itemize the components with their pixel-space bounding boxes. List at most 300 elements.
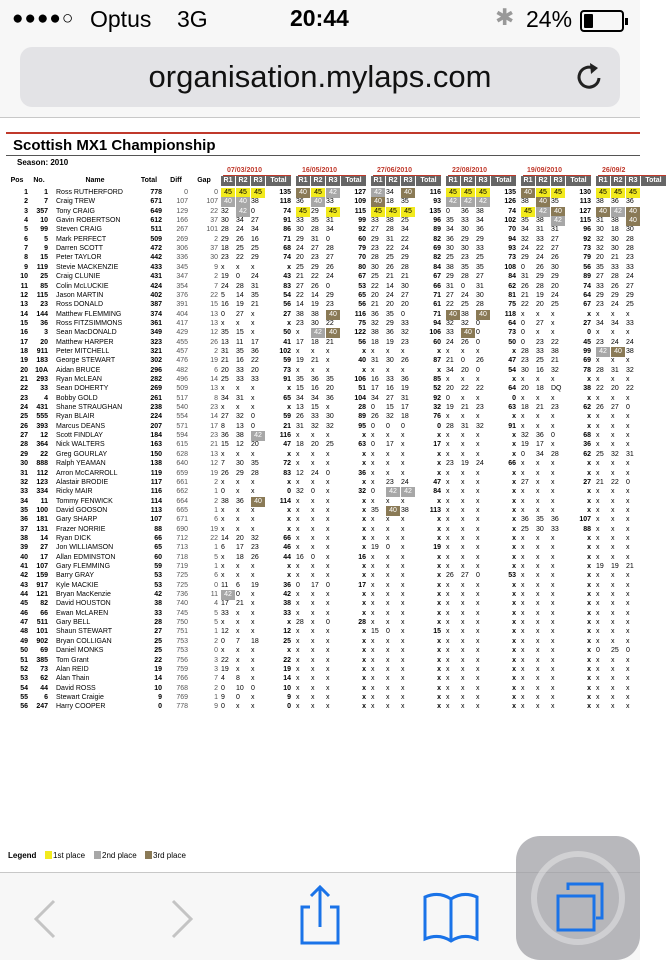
race-total: x [362, 478, 366, 486]
race-score: x [536, 591, 540, 599]
race-score: 38 [626, 347, 634, 355]
race-score: x [251, 572, 255, 580]
row-gap: 7 [214, 282, 218, 290]
share-icon[interactable] [280, 873, 360, 961]
race-total: 40 [358, 357, 366, 365]
race-col-r1[interactable]: R1 [521, 176, 535, 186]
race-col-r2[interactable]: R2 [311, 176, 325, 186]
race-score: x [596, 591, 600, 599]
race-total: 73 [508, 254, 516, 262]
race-total: x [587, 394, 591, 402]
race-score: 17 [386, 441, 394, 449]
race-total: 15 [433, 628, 441, 636]
race-score: 12 [221, 628, 229, 636]
race-score: 28 [476, 301, 484, 309]
race-col-rtotal[interactable]: Total [341, 176, 366, 186]
race-score: 16 [311, 385, 319, 393]
race-score: x [551, 329, 555, 337]
tabs-icon[interactable] [516, 836, 640, 960]
race-score: 35 [326, 376, 334, 383]
race-total: 19 [283, 665, 291, 673]
race-score: x [401, 572, 405, 580]
race-score: x [476, 506, 480, 514]
reload-icon[interactable] [574, 61, 606, 93]
col-total[interactable]: Total [140, 177, 158, 184]
event-date: 19/09/2010 [527, 167, 563, 174]
row-gap: 0 [214, 581, 218, 589]
row-number: 364 [36, 441, 48, 449]
race-score: x [371, 581, 375, 589]
row-number: 99 [40, 226, 48, 234]
race-score: 24 [611, 338, 619, 346]
race-score: 42 [311, 328, 325, 338]
race-score: x [521, 469, 525, 477]
race-col-r1[interactable]: R1 [596, 176, 610, 186]
race-score: 23 [221, 254, 229, 262]
race-score: x [596, 581, 600, 589]
race-total: 16 [358, 553, 366, 561]
race-score: 0 [326, 469, 330, 477]
row-diff: 690 [176, 525, 188, 533]
race-score: x [551, 553, 555, 561]
race-score: x [626, 310, 630, 318]
race-score: x [626, 665, 630, 673]
row-diff: 455 [176, 338, 188, 346]
row-diff: 306 [176, 245, 188, 253]
race-score: 33 [476, 245, 484, 253]
race-col-r1[interactable]: R1 [371, 176, 385, 186]
race-score: 0 [371, 422, 375, 430]
row-diff: 345 [176, 263, 188, 271]
row-pos: 22 [20, 385, 28, 393]
race-score: 31 [221, 347, 229, 355]
race-score: x [461, 469, 465, 477]
row-number: 334 [36, 488, 48, 496]
race-score: x [521, 693, 525, 701]
row-rider-name: Kyle MACKIE [56, 581, 99, 589]
race-score: x [626, 413, 630, 421]
race-score: 38 [296, 310, 304, 318]
race-score: 0 [326, 581, 330, 589]
race-score: x [551, 310, 555, 318]
race-score: 28 [386, 226, 394, 234]
row-diff: 354 [176, 282, 188, 290]
row-rider-name: Craig CLUNIE [56, 273, 101, 281]
row-pos: 49 [20, 637, 28, 645]
race-score: 18 [611, 226, 619, 234]
race-total: 67 [433, 273, 441, 281]
race-score: x [446, 684, 450, 692]
race-total: 74 [508, 207, 516, 215]
race-score: x [446, 609, 450, 617]
row-number: 23 [40, 301, 48, 309]
race-score: x [326, 637, 330, 645]
row-gap: 1 [214, 563, 218, 570]
race-score: 30 [461, 245, 469, 253]
row-pos: 39 [20, 544, 28, 552]
race-score: x [536, 553, 540, 561]
race-score: x [476, 469, 480, 477]
row-pos: 19 [20, 357, 28, 365]
race-score: 8 [236, 675, 240, 683]
race-score: 0 [476, 329, 480, 337]
race-total: 64 [508, 319, 516, 327]
race-score: x [626, 329, 630, 337]
race-score: x [221, 563, 225, 570]
row-gap: 19 [210, 469, 218, 477]
race-score: 42 [551, 216, 565, 226]
col-diff[interactable]: Diff [170, 177, 182, 184]
row-number: 25 [40, 273, 48, 281]
race-score: 38 [596, 198, 604, 206]
row-gap: 101 [206, 226, 218, 234]
race-score: x [596, 553, 600, 561]
race-total: 38 [283, 600, 291, 608]
race-score: 38 [461, 310, 469, 318]
row-number: 9 [44, 245, 48, 253]
race-score: 31 [401, 394, 409, 402]
race-score: 26 [611, 282, 619, 290]
race-score: x [521, 656, 525, 664]
url-field[interactable] [20, 47, 620, 107]
race-score: x [311, 693, 315, 701]
race-score: x [446, 591, 450, 599]
race-score: x [461, 647, 465, 655]
race-total: x [362, 432, 366, 440]
race-score: 35 [386, 310, 394, 318]
race-score: 17 [371, 385, 379, 393]
row-rider-name: Craig TREW [56, 198, 96, 206]
race-col-r2[interactable]: R2 [236, 176, 250, 186]
col-no[interactable]: No. [33, 177, 45, 184]
row-total: 107 [150, 516, 162, 524]
race-score: x [521, 310, 525, 318]
race-score: 28 [611, 273, 619, 281]
race-score: 28 [626, 245, 634, 253]
race-total: 92 [433, 394, 441, 402]
race-col-r1[interactable]: R1 [446, 176, 460, 186]
race-score: 26 [551, 254, 559, 262]
race-col-r1[interactable]: R1 [221, 176, 235, 186]
race-score: x [611, 544, 615, 552]
race-total: x [287, 516, 291, 524]
race-score: x [596, 534, 600, 542]
row-diff: 725 [176, 581, 188, 589]
race-col-r3[interactable]: R3 [626, 176, 640, 186]
race-score: x [401, 366, 405, 374]
race-score: 22 [626, 385, 634, 393]
row-diff: 336 [176, 254, 188, 262]
race-score: 45 [386, 207, 400, 217]
race-score: 31 [296, 422, 304, 430]
race-score: 42 [461, 197, 475, 207]
race-score: 21 [296, 273, 304, 281]
race-score: x [611, 310, 615, 318]
race-score: 16 [371, 376, 379, 383]
race-total: x [512, 469, 516, 477]
race-total: x [587, 591, 591, 599]
race-score: 11 [236, 338, 244, 346]
race-score: x [326, 497, 330, 505]
race-score: x [461, 656, 465, 664]
race-total: 74 [283, 254, 291, 262]
race-score: 15 [221, 441, 229, 449]
race-score: 31 [446, 282, 454, 290]
race-col-rtotal[interactable]: Total [566, 176, 591, 186]
race-score: x [371, 600, 375, 608]
race-score: x [551, 656, 555, 664]
race-total: 91 [283, 376, 291, 383]
race-total: 66 [508, 460, 516, 468]
row-gap: 0 [214, 647, 218, 655]
book-icon[interactable] [411, 873, 491, 961]
race-score: x [626, 581, 630, 589]
race-score: 40 [371, 197, 385, 207]
race-score: x [446, 675, 450, 683]
race-score: 25 [551, 301, 559, 309]
race-score: x [401, 637, 405, 645]
row-number: 4 [44, 394, 48, 402]
row-rider-name: Gary BELL [56, 619, 91, 627]
race-total: x [587, 693, 591, 701]
race-total: x [587, 647, 591, 655]
race-score: x [461, 525, 465, 533]
race-score: x [551, 497, 555, 505]
legend-third-label: 3rd place [153, 851, 186, 860]
chevron-right-icon[interactable] [143, 873, 223, 961]
race-score: 45 [476, 188, 490, 198]
race-score: 19 [401, 385, 409, 393]
race-col-rtotal[interactable]: Total [416, 176, 441, 186]
col-name[interactable]: Name [85, 177, 105, 184]
battery-percent: 24% [526, 6, 573, 32]
race-score: 31 [536, 226, 544, 234]
race-col-rtotal[interactable]: Total [641, 176, 666, 186]
row-number: 101 [36, 628, 48, 636]
race-score: x [611, 432, 615, 440]
race-total: 64 [583, 291, 591, 299]
row-rider-name: Sean MacDONALD [56, 329, 117, 337]
race-score: x [386, 469, 390, 477]
race-score: 25 [536, 357, 544, 365]
race-col-r3[interactable]: R3 [551, 176, 565, 186]
race-score: x [596, 609, 600, 617]
race-score: x [521, 553, 525, 561]
page-title: Scottish MX1 Championship [13, 137, 216, 154]
race-score: x [401, 600, 405, 608]
race-total: 89 [433, 226, 441, 234]
race-total: 87 [433, 357, 441, 365]
race-score: x [536, 422, 540, 430]
race-score: 31 [521, 273, 529, 281]
race-score: x [401, 450, 405, 458]
row-number: 119 [36, 263, 48, 271]
race-score: 23 [596, 338, 604, 346]
race-total: x [512, 609, 516, 617]
race-score: 0 [461, 357, 465, 365]
row-rider-name: Arron McCARROLL [56, 469, 118, 477]
row-number: 36 [40, 319, 48, 327]
race-score: 27 [326, 254, 334, 262]
race-score: 42 [611, 207, 625, 217]
race-total: 62 [583, 404, 591, 412]
race-score: 35 [371, 506, 379, 514]
race-total: 79 [358, 245, 366, 253]
race-score: x [221, 319, 225, 327]
race-score: 35 [251, 291, 259, 299]
race-score: 38 [536, 217, 544, 225]
race-score: x [476, 647, 480, 655]
row-pos: 43 [20, 581, 28, 589]
row-pos: 13 [20, 301, 28, 309]
race-score: 31 [236, 394, 244, 402]
row-pos: 23 [20, 394, 28, 402]
race-score: 42 [401, 487, 415, 497]
col-gap[interactable]: Gap [197, 177, 211, 184]
race-score: 30 [536, 525, 544, 533]
race-score: 45 [236, 188, 250, 198]
race-score: 38 [371, 329, 379, 337]
race-score: x [311, 572, 315, 580]
race-col-r1[interactable]: R1 [296, 176, 310, 186]
race-score: x [446, 432, 450, 440]
race-col-r2[interactable]: R2 [461, 176, 475, 186]
race-score: 21 [551, 357, 559, 365]
race-score: 26 [371, 413, 379, 421]
chevron-left-icon[interactable] [4, 873, 84, 961]
race-score: x [401, 469, 405, 477]
race-score: 21 [536, 404, 544, 412]
race-score: x [536, 656, 540, 664]
race-score: 23 [311, 254, 319, 262]
race-col-r3[interactable]: R3 [251, 176, 265, 186]
race-score: 17 [221, 600, 229, 608]
row-gap: 9 [214, 263, 218, 271]
race-total: 64 [508, 385, 516, 393]
row-rider-name: Allan EDMINSTON [56, 553, 116, 561]
race-total: x [587, 506, 591, 514]
race-score: 0 [251, 684, 255, 692]
race-score: x [626, 591, 630, 599]
race-score: 31 [371, 357, 379, 365]
race-score: 24 [251, 273, 259, 281]
race-score: x [536, 469, 540, 477]
race-score: x [551, 413, 555, 421]
race-score: x [521, 422, 525, 430]
race-total: 60 [358, 235, 366, 243]
race-total: x [512, 684, 516, 692]
row-total: 42 [154, 591, 162, 599]
race-score: 28 [326, 245, 334, 253]
race-score: x [401, 619, 405, 627]
race-score: 40 [446, 310, 460, 320]
race-total: x [512, 441, 516, 449]
row-pos: 46 [20, 609, 28, 617]
race-score: 20 [251, 366, 259, 374]
row-gap: 2 [214, 235, 218, 243]
race-score: x [446, 488, 450, 496]
row-number: 555 [36, 413, 48, 421]
race-score: 28 [551, 450, 559, 458]
race-score: x [326, 516, 330, 524]
race-total: 84 [508, 273, 516, 281]
race-score: 45 [296, 207, 310, 217]
race-score: 24 [221, 282, 229, 290]
row-number: 10A [35, 366, 48, 374]
race-col-r2[interactable]: R2 [611, 176, 625, 186]
race-total: x [362, 497, 366, 505]
race-total: 62 [508, 282, 516, 290]
race-score: x [296, 347, 300, 355]
race-score: 35 [296, 376, 304, 383]
race-score: 28 [626, 235, 634, 243]
row-pos: 40 [20, 553, 28, 561]
race-col-r3[interactable]: R3 [401, 176, 415, 186]
race-col-rtotal[interactable]: Total [491, 176, 516, 186]
race-col-rtotal[interactable]: Total [266, 176, 291, 186]
race-col-r2[interactable]: R2 [386, 176, 400, 186]
status-bar [0, 0, 640, 40]
tabs-button[interactable] [516, 836, 640, 960]
race-score: x [296, 572, 300, 580]
row-pos: 53 [20, 675, 28, 683]
race-score: x [461, 450, 465, 458]
race-score: x [476, 609, 480, 617]
race-score: x [446, 376, 450, 383]
race-score: x [461, 619, 465, 627]
race-score: x [296, 703, 300, 711]
race-score: 20 [326, 385, 334, 393]
race-score: x [326, 450, 330, 458]
race-score: x [626, 460, 630, 468]
row-rider-name: Peter TAYLOR [56, 254, 102, 262]
row-total: 59 [154, 563, 162, 570]
race-total: 12 [283, 628, 291, 636]
row-gap: 2 [214, 478, 218, 486]
url-text[interactable]: organisation.mylaps.com [148, 59, 492, 94]
race-score: 27 [311, 245, 319, 253]
legend-first [45, 851, 85, 860]
row-rider-name: Tony CRAIG [56, 207, 95, 215]
race-score: x [476, 441, 480, 449]
race-score: x [296, 478, 300, 486]
race-score: 35 [446, 217, 454, 225]
col-pos[interactable]: Pos [10, 177, 24, 184]
race-col-r3[interactable]: R3 [326, 176, 340, 186]
row-gap: 22 [210, 291, 218, 299]
race-score: x [461, 413, 465, 421]
race-score: x [551, 684, 555, 692]
race-score: x [521, 675, 525, 683]
race-score: 19 [221, 273, 229, 281]
race-total: x [362, 516, 366, 524]
race-total: 74 [283, 207, 291, 215]
race-score: x [401, 693, 405, 701]
race-score: 33 [611, 263, 619, 271]
row-total: 60 [154, 553, 162, 561]
race-score: 36 [521, 516, 529, 524]
race-col-r2[interactable]: R2 [536, 176, 550, 186]
race-total: 9 [287, 693, 291, 701]
race-total: x [512, 450, 516, 458]
race-col-r3[interactable]: R3 [476, 176, 490, 186]
race-score: x [476, 703, 480, 711]
row-gap: 2 [214, 497, 218, 505]
title-underline [6, 155, 640, 156]
race-total: 82 [433, 254, 441, 262]
race-total: 104 [354, 394, 366, 402]
race-score: 40 [461, 328, 475, 338]
